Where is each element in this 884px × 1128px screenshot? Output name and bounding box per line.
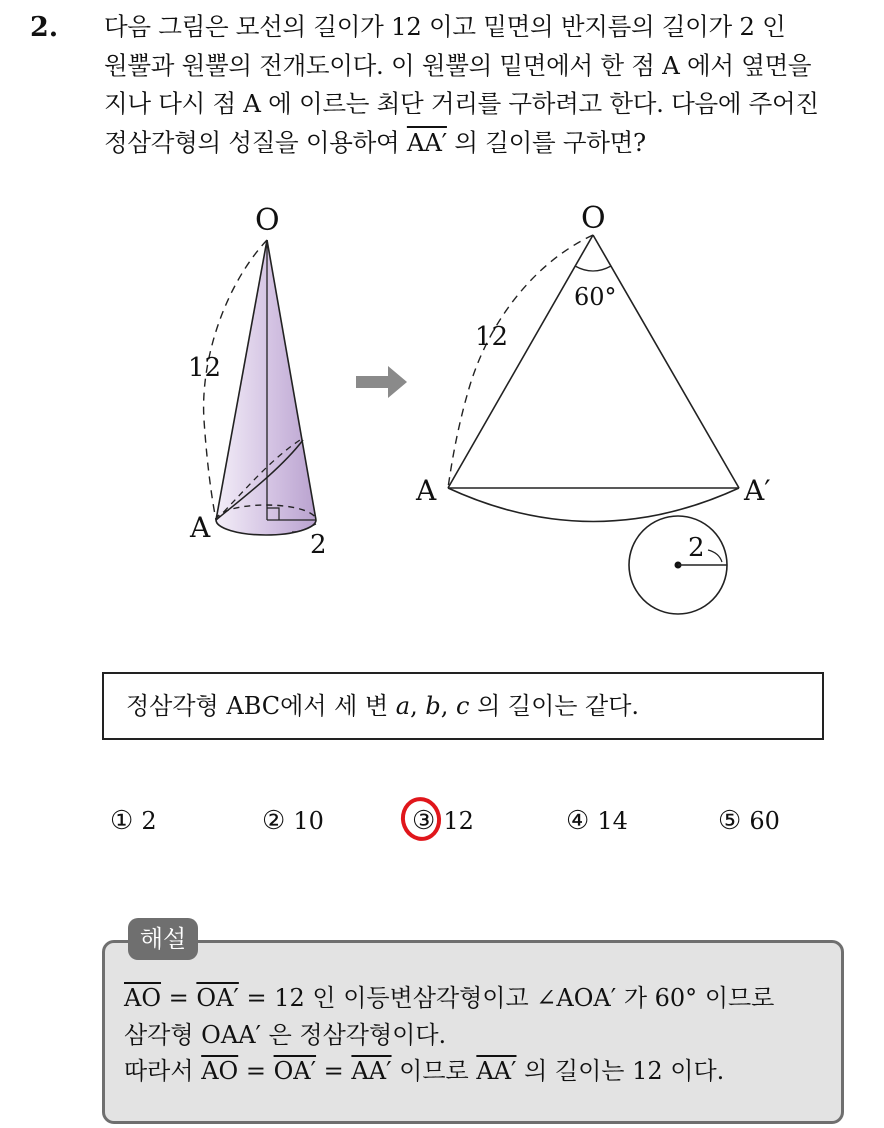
choice-4[interactable] — [566, 806, 628, 836]
property-text-pre: 정삼각형 ABC에서 세 변 — [126, 692, 396, 720]
solution-line-2: 삼각형 OAA′ 은 정삼각형이다. — [124, 1020, 447, 1049]
choice-1[interactable] — [110, 806, 157, 836]
choice-1-value: 2 — [141, 807, 157, 835]
sol-eq-3: = — [316, 1057, 352, 1085]
cone-net — [415, 201, 771, 614]
sol-line-3-post: 의 길이는 12 이다. — [516, 1057, 725, 1085]
net-arc — [448, 488, 739, 522]
choice-2-mark: ② — [262, 806, 286, 836]
choice-5-value: 60 — [749, 807, 780, 835]
solution-text — [124, 980, 834, 1090]
choice-5[interactable] — [718, 806, 780, 836]
sol-seg-ao: $\overline{AO}$ — [124, 984, 162, 1012]
sol-seg-aa-prime: AA′ — [351, 1057, 392, 1085]
question-line-4-pre: 정삼각형의 성질을 이용하여 — [104, 127, 407, 157]
property-var-a: a — [395, 692, 411, 720]
net-edge-right — [593, 235, 739, 488]
arrow-right-icon — [356, 366, 407, 398]
net-label-2: 2 — [688, 533, 705, 563]
net-radius-leader — [708, 550, 722, 562]
cone-label-2: 2 — [310, 530, 327, 560]
net-label-a: A — [416, 474, 437, 507]
sol-eq-1: = — [161, 984, 197, 1012]
net-label-a-prime: A′ — [744, 474, 771, 507]
cone-label-a: A — [190, 511, 211, 544]
cone — [188, 203, 327, 560]
solution-tag: 해설 — [128, 918, 198, 960]
property-sep-1: , — [410, 692, 426, 720]
property-sep-2: , — [440, 692, 456, 720]
sol-seg-ao-2: $\overline{AO}$ — [201, 1057, 239, 1085]
question-line-2: 원뿔과 원뿔의 전개도이다. 이 원뿔의 밑면에서 한 점 A 에서 옆면을 — [104, 50, 812, 80]
sol-line-3-pre: 따라서 — [124, 1057, 202, 1085]
net-label-60: 60° — [574, 283, 617, 311]
property-var-c: c — [455, 692, 470, 720]
net-angle-arc — [575, 266, 611, 271]
net-label-12: 12 — [475, 322, 509, 352]
choice-5-mark: ⑤ — [718, 806, 742, 836]
question-line-3: 지나 다시 점 A 에 이르는 최단 거리를 구하려고 한다. 다음에 주어진 — [104, 89, 819, 118]
choice-2-value: 10 — [293, 807, 324, 835]
solution-line-1 — [124, 980, 834, 1017]
net-edge-left — [448, 235, 593, 488]
cone-label-12: 12 — [188, 353, 222, 383]
choice-4-value: 14 — [597, 807, 628, 835]
sol-eq-2: = — [238, 1057, 274, 1085]
net-label-o: O — [581, 201, 606, 236]
choice-2[interactable] — [262, 806, 324, 836]
cone-body — [216, 240, 316, 535]
property-text-post: 의 길이는 같다. — [469, 692, 640, 720]
sol-line-1-rest: = 12 인 이등변삼각형이고 ∠AOA′ 가 60° 이므로 — [238, 984, 775, 1012]
choice-3-mark: ③ — [412, 806, 436, 836]
choice-3-value: 12 — [443, 807, 474, 835]
choice-3[interactable] — [412, 806, 474, 836]
sol-line-3-mid: 이므로 — [391, 1057, 477, 1085]
cone-label-o: O — [255, 203, 280, 238]
sol-seg-oa-prime: OA′ — [196, 984, 239, 1012]
choice-4-mark: ④ — [566, 806, 590, 836]
choice-1-mark: ① — [110, 806, 134, 836]
question-number: 2. — [30, 12, 59, 43]
sol-seg-aa-prime-2: AA′ — [476, 1057, 517, 1085]
property-box — [102, 672, 824, 740]
segment-aa-prime: AA′ — [406, 127, 447, 157]
solution-line-3 — [124, 1053, 834, 1090]
question-line-4-post: 의 길이를 구하면? — [446, 127, 646, 157]
question-line-1: 다음 그림은 모선의 길이가 12 이고 밑면의 반지름의 길이가 2 인 — [104, 12, 786, 41]
property-var-b: b — [425, 692, 441, 720]
sol-seg-oa-prime-2: OA′ — [273, 1057, 317, 1085]
